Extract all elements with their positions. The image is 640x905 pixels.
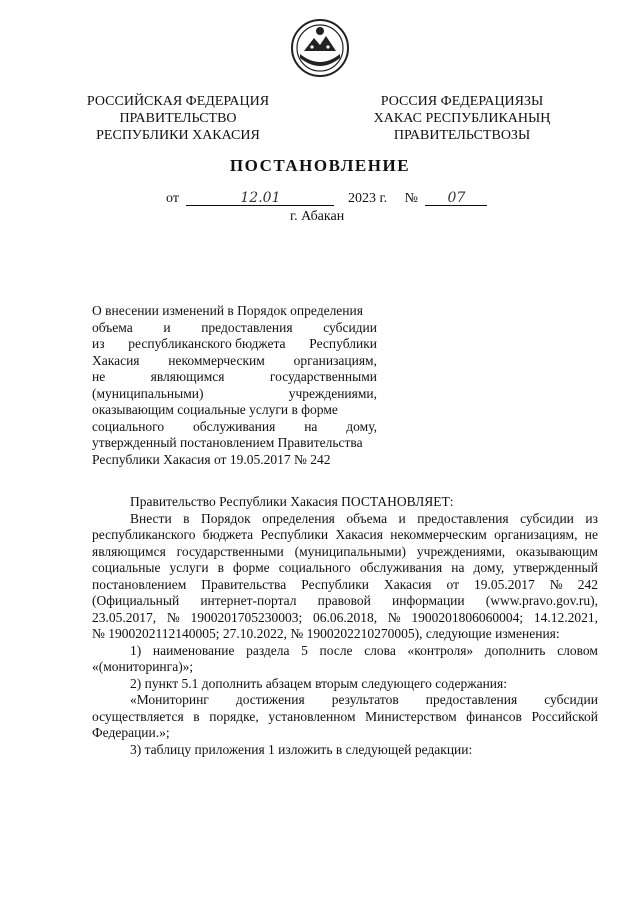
subject-line — [92, 452, 377, 469]
subject-line — [92, 419, 377, 436]
subject-line — [92, 369, 377, 386]
body-word: 14.12.2021, — [533, 609, 598, 625]
body-word: постановлением — [92, 576, 187, 592]
subject-line — [92, 320, 377, 337]
subject-line — [92, 303, 377, 320]
body-word: «контроля» — [407, 642, 474, 658]
subject-line — [92, 435, 377, 452]
body-word: Республики — [260, 527, 329, 542]
date-field: 12.01 — [186, 191, 334, 206]
body-word: социальные — [92, 560, 161, 575]
body-word: информации — [392, 593, 465, 608]
body-word: № 1900202112140005; 27.10.2022, № 1900202210270005), следующие изменения: — [92, 626, 560, 641]
subject-word: на — [304, 418, 318, 434]
body-word: (Официальный — [92, 593, 180, 608]
body-word: из — [585, 510, 598, 526]
body-word: Правительство Республики Хакасия ПОСТАНОВЛЯЕТ: — [130, 494, 454, 509]
number-field: 07 — [425, 191, 487, 206]
body-word: результатов — [331, 692, 399, 707]
header-right-line: ХАКАС РЕСПУБЛИКАНЫҢ — [373, 111, 551, 126]
body-line — [92, 527, 598, 544]
body-word: в — [193, 708, 200, 724]
subject-word: и — [163, 319, 171, 335]
body-word: объема — [346, 510, 388, 526]
body-word: услуги — [169, 560, 209, 575]
body-word: дому, — [473, 560, 505, 575]
subject-word: (муниципальными) — [92, 385, 204, 401]
body-line — [92, 511, 598, 528]
subject-word: республиканского бюджета — [128, 336, 286, 351]
body-word: наименование — [152, 642, 235, 658]
body-word: 23.05.2017, — [92, 609, 157, 625]
body-line — [92, 742, 598, 759]
body-word: республиканского — [92, 527, 196, 542]
header-left-line: ПРАВИТЕЛЬСТВО — [119, 111, 237, 126]
header-right — [362, 93, 562, 144]
body-word: 242 — [577, 576, 598, 592]
body-word: Российской — [531, 708, 598, 724]
subject-word: не — [92, 369, 106, 384]
body-word: (www.pravo.gov.ru), — [485, 593, 598, 608]
body-word: некоммерческим — [390, 527, 487, 542]
date-line — [166, 191, 487, 207]
subject-word: организациям, — [293, 352, 377, 368]
subject-word: из — [92, 336, 105, 351]
body-line — [92, 610, 598, 627]
subject-word: государственными — [269, 369, 377, 384]
body-word: в — [217, 560, 224, 575]
number-label: № — [404, 191, 418, 206]
body-word: 1) — [130, 642, 142, 658]
body-word: раздела — [246, 642, 290, 658]
city-label: г. Абакан — [290, 209, 345, 224]
year-label: 2023 г. — [347, 191, 388, 206]
subject-line — [92, 336, 377, 353]
header-right-line: ПРАВИТЕЛЬСТВОЗЫ — [393, 128, 531, 143]
body-word: субсидии — [520, 510, 574, 526]
body-line — [92, 577, 598, 594]
body-line — [92, 494, 598, 511]
body-word: предоставления — [417, 510, 509, 526]
subject-word: некоммерческим — [168, 352, 265, 368]
body-word: предоставления — [425, 692, 518, 707]
body-line — [92, 692, 598, 709]
subject-word: объема — [92, 319, 133, 335]
body-word: 1900201806060004; — [411, 609, 524, 625]
subject-line — [92, 353, 377, 370]
subject-word: субсидии — [323, 319, 377, 335]
body-line — [92, 659, 598, 676]
body-word: на — [451, 560, 465, 575]
body-word: оказывающим — [516, 543, 598, 559]
body-word: государственными — [176, 543, 284, 559]
subject-word: предоставления — [201, 319, 293, 335]
body-word: Правительства — [201, 576, 287, 592]
body-word: Министерством — [365, 708, 457, 724]
body-word: и — [398, 510, 406, 526]
body-word: Хакасия — [335, 527, 383, 542]
body-line — [92, 626, 598, 643]
subject-word: Республики — [309, 336, 377, 351]
body-word: достижения — [235, 692, 305, 707]
body-word: форме — [233, 560, 270, 575]
body-word: от — [446, 576, 460, 592]
body-word: дополнить — [484, 642, 546, 658]
body-line — [92, 676, 598, 693]
subject-word: учреждениями, — [288, 385, 377, 401]
body-word: организациям, — [494, 527, 578, 542]
subject-word: обслуживания — [193, 418, 276, 434]
subject-word: О внесении изменений в Порядок определения — [92, 303, 363, 318]
subject-word: Республики Хакасия от 19.05.2017 № 242 — [92, 451, 331, 467]
header-left-line: РЕСПУБЛИКИ ХАКАСИЯ — [96, 128, 260, 143]
body-line — [92, 560, 598, 577]
body-line — [92, 643, 598, 660]
body-word: субсидии — [544, 692, 598, 707]
date-prefix: от — [166, 191, 179, 206]
subject-word: социального — [92, 418, 165, 434]
body-word: Республики — [301, 576, 369, 592]
body-word: установленном — [268, 708, 356, 724]
subject-line — [92, 386, 377, 403]
body-word: слова — [364, 642, 396, 658]
body-word: в — [183, 510, 190, 526]
body-word: 19.05.2017 — [474, 576, 535, 592]
body-word: не — [584, 527, 598, 542]
body-line — [92, 725, 598, 742]
body-word: финансов — [466, 708, 522, 724]
body-word: осуществляется — [92, 708, 184, 724]
body-word: № — [387, 609, 401, 625]
body-line — [92, 544, 598, 561]
republic-emblem — [290, 18, 350, 78]
body-text — [92, 494, 598, 758]
body-word: порядке, — [209, 708, 259, 724]
subject-line — [92, 402, 377, 419]
header-right-line: РОССИЯ ФЕДЕРАЦИЯЗЫ — [380, 94, 544, 109]
subject-word: оказывающим социальные услуги в форме — [92, 402, 338, 417]
subject-word: являющимся — [150, 369, 225, 384]
body-word: утвержденный — [513, 560, 598, 575]
body-word: 2) пункт 5.1 дополнить абзацем вторым следующего содержания: — [130, 675, 507, 691]
body-word: являющимся — [92, 543, 166, 559]
body-word: № — [166, 609, 180, 625]
body-word: бюджета — [202, 527, 254, 542]
body-word: 1900201705230003; — [190, 609, 303, 625]
body-word: учреждениями, — [416, 543, 506, 559]
body-word: Порядок — [201, 510, 251, 526]
body-word: Хакасия — [384, 576, 432, 592]
body-word: (муниципальными) — [294, 543, 407, 559]
header-left-line: РОССИЙСКАЯ ФЕДЕРАЦИЯ — [86, 94, 270, 109]
subject-word: утвержденный постановлением Правительства — [92, 435, 363, 450]
body-word: Внести — [130, 510, 172, 526]
body-word: № — [549, 576, 563, 592]
body-word: определения — [262, 510, 335, 526]
body-line — [92, 593, 598, 610]
body-word: 06.06.2018, — [312, 609, 378, 625]
body-word: обслуживания — [359, 560, 443, 575]
header-left — [82, 93, 274, 144]
document-title: ПОСТАНОВЛЕНИЕ — [229, 156, 411, 175]
body-word: 5 — [301, 642, 308, 658]
body-word: Федерации.»; — [92, 725, 170, 740]
body-word: 3) таблицу приложения 1 изложить в следующей редакции: — [130, 741, 473, 757]
body-word: «Мониторинг — [130, 692, 209, 707]
body-word: словом — [557, 642, 598, 658]
body-word: интернет-портал — [200, 593, 297, 608]
body-word: социального — [278, 560, 351, 575]
subject-word: дому, — [346, 418, 377, 434]
subject-block — [92, 303, 377, 468]
body-line — [92, 709, 598, 726]
body-word: после — [319, 642, 353, 658]
body-word: правовой — [317, 593, 371, 608]
subject-word: Хакасия — [92, 352, 140, 368]
body-word: «(мониторинга)»; — [92, 659, 194, 674]
